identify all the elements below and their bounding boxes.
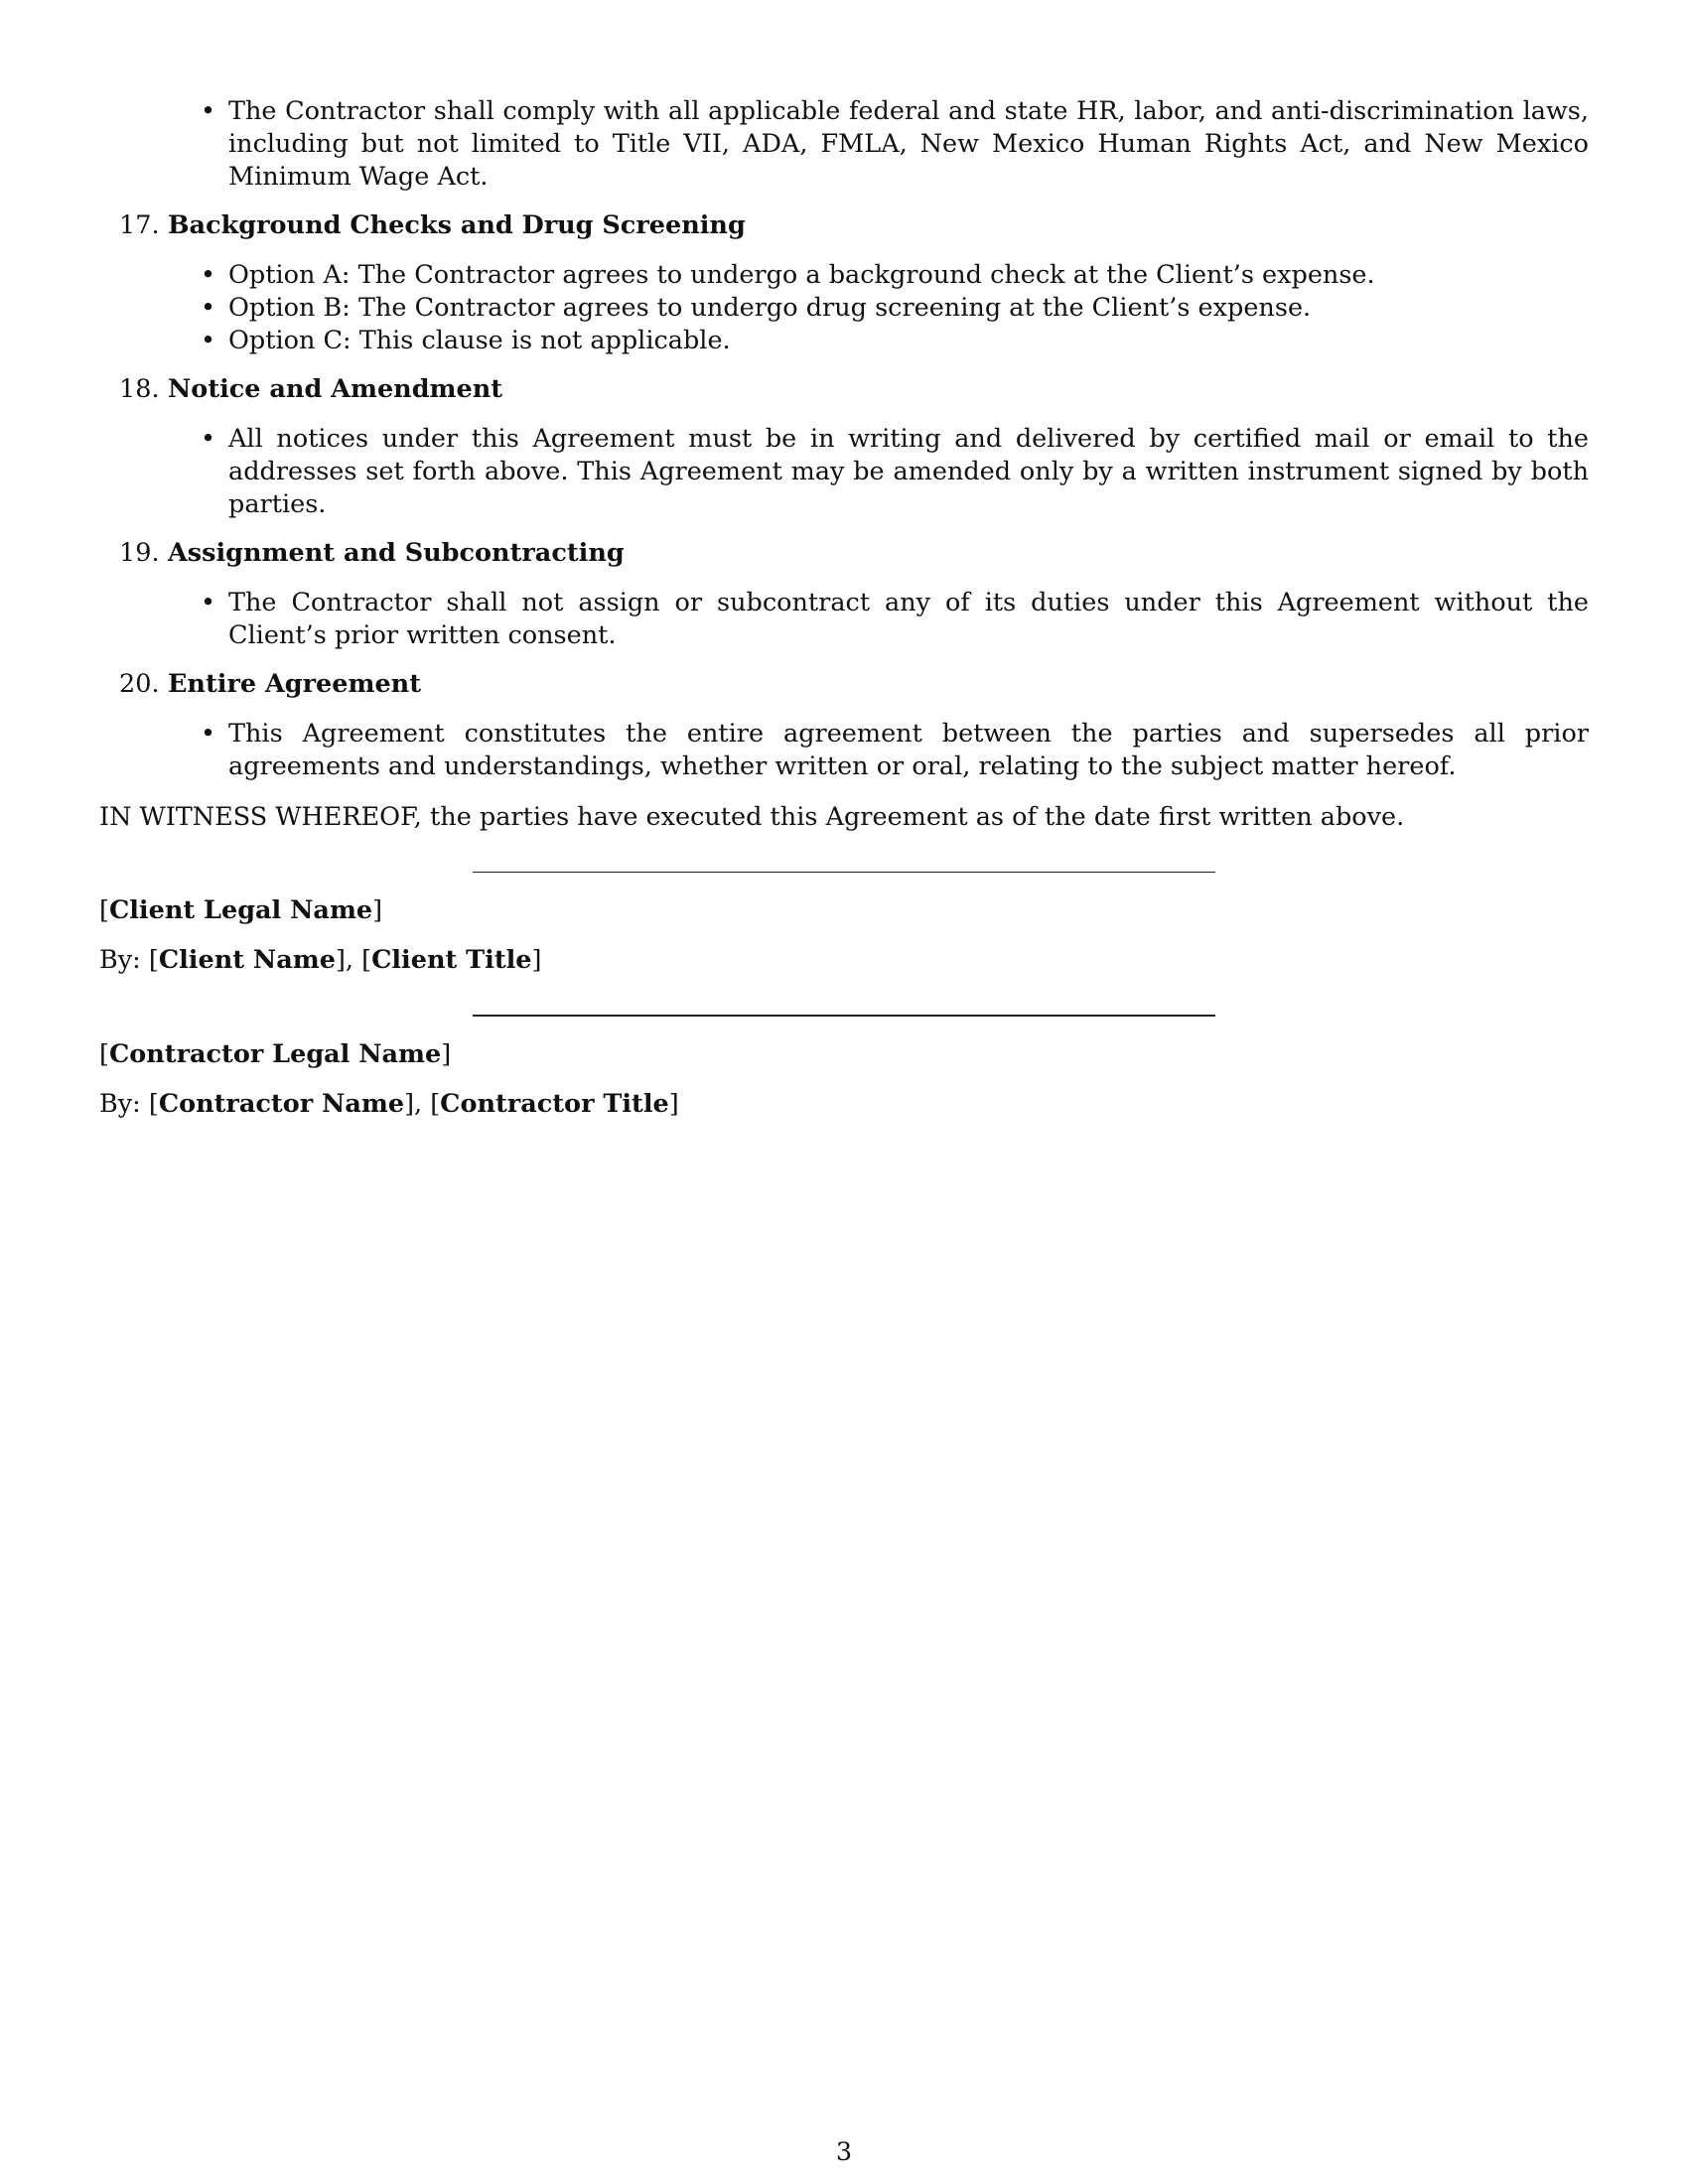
- contractor-signatory: By: [Contractor Name], [Contractor Title]: [99, 1089, 679, 1119]
- section-title: Notice and Amendment: [168, 374, 503, 404]
- bullet-list: [99, 718, 1589, 783]
- section-number: 19.: [119, 538, 160, 568]
- section-20: [99, 668, 1589, 783]
- contractor-legal-name-text: Contractor Legal Name: [108, 1039, 442, 1069]
- contractor-title: Contractor Title: [440, 1089, 669, 1119]
- client-signatory: By: [Client Name], [Client Title]: [99, 945, 542, 975]
- bullet-item: • The Contractor shall not assign or subcontract any of its duties under this Agreement without the Client’s prior written consent.: [228, 587, 1589, 652]
- client-title: Client Title: [371, 945, 532, 975]
- bullet-list: [99, 259, 1589, 357]
- section-heading: [99, 209, 1589, 242]
- section-heading: [99, 373, 1589, 406]
- document-body: [99, 95, 1589, 1121]
- by-label: By:: [99, 945, 141, 975]
- bullet-item: • Option B: The Contractor agrees to undergo drug screening at the Client’s expense.: [228, 292, 1589, 325]
- section-title: Entire Agreement: [168, 669, 421, 699]
- section-number: 17.: [119, 210, 160, 240]
- section-18: [99, 373, 1589, 521]
- contractor-name: Contractor Name: [158, 1089, 405, 1119]
- contractor-legal-name: [Contractor Legal Name]: [99, 1039, 452, 1069]
- bullet-item: • Option A: The Contractor agrees to undergo a background check at the Client’s expense.: [228, 259, 1589, 292]
- section-number: 20.: [119, 669, 160, 699]
- section-number: 18.: [119, 374, 160, 404]
- section-17: [99, 209, 1589, 357]
- bullet-list: [99, 423, 1589, 521]
- client-signature-line: [473, 872, 1215, 873]
- bullet-list: [99, 587, 1589, 652]
- bullet-list: [99, 95, 1589, 194]
- bullet-item: • Option C: This clause is not applicable.: [228, 325, 1589, 357]
- section-heading: [99, 537, 1589, 570]
- bullet-item: • The Contractor shall comply with all applicable federal and state HR, labor, and anti-discrimination laws, including but not limited to Title VII, ADA, FMLA, New Mexico Human Rights Act, and New Mexico Minimum Wage Act.: [228, 95, 1589, 194]
- client-name: Client Name: [158, 945, 336, 975]
- section-heading: [99, 668, 1589, 701]
- witness-statement: IN WITNESS WHEREOF, the parties have executed this Agreement as of the date first written above.: [99, 802, 1405, 832]
- client-legal-name: [Client Legal Name]: [99, 895, 383, 925]
- client-legal-name-text: Client Legal Name: [108, 895, 373, 925]
- by-label: By:: [99, 1089, 141, 1119]
- bullet-item: • All notices under this Agreement must be in writing and delivered by certified mail or email to the addresses set forth above. This Agreement may be amended only by a written instrument signed by both parties.: [228, 423, 1589, 521]
- section-title: Background Checks and Drug Screening: [168, 210, 746, 240]
- section-16-continuation: [99, 95, 1589, 194]
- bullet-item: • This Agreement constitutes the entire agreement between the parties and supersedes all prior agreements and understandings, whether written or oral, relating to the subject matter hereof.: [228, 718, 1589, 783]
- page-number: 3: [835, 2137, 853, 2167]
- section-19: [99, 537, 1589, 652]
- section-title: Assignment and Subcontracting: [168, 538, 625, 568]
- contractor-signature-line: [473, 1015, 1215, 1017]
